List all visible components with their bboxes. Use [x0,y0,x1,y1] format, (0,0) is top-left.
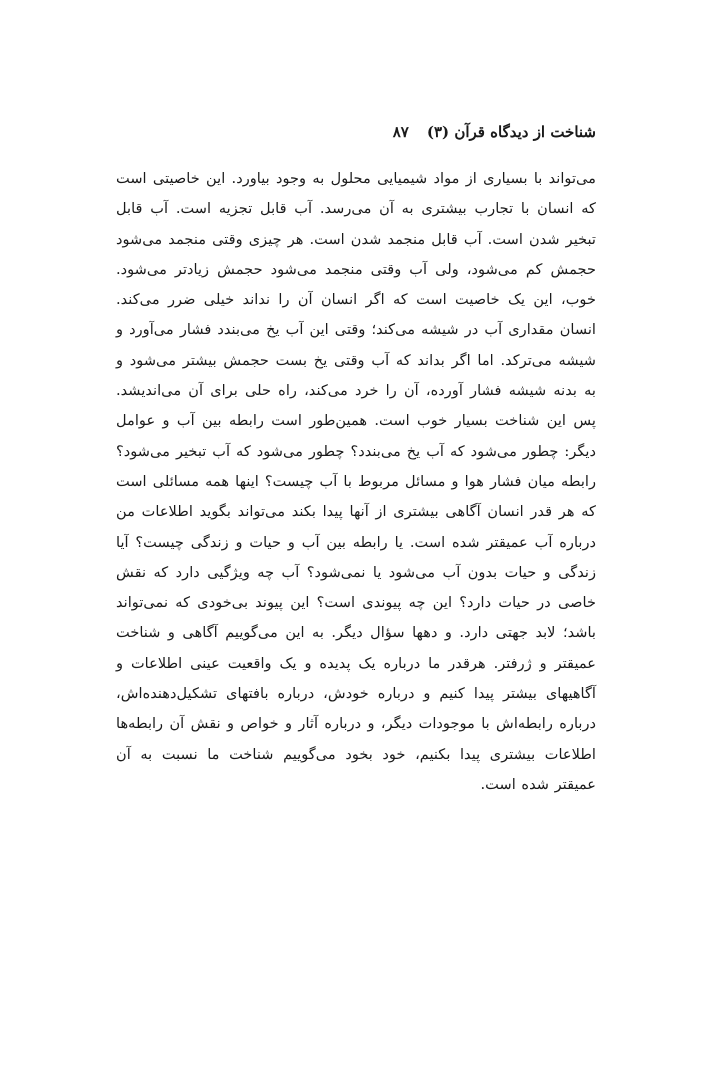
paragraph: می‌تواند با بسیاری از مواد شیمیایی محلول به وجود بیاورد. این خاصیتی است که انسان با تجارب بیشتری به آن می‌رسد. آب قابل تجزیه است. آب قابل تبخیر شدن است. آب قابل منجمد شدن است. هر چیزی وقتی منجمد می‌شود حجمش کم می‌شود، ولی آب وقتی منجمد می‌شود حجمش زیادتر می‌شود. خوب، این یک خاصیت است که اگر انسان آن را نداند خیلی ضرر می‌کند. انسان مقداری آب در شیشه می‌کند؛ وقتی این آب یخ می‌بندد فشار می‌آورد و شیشه می‌ترکد. اما اگر بداند که آب وقتی یخ بست حجمش بیشتر می‌شود و به بدنه شیشه فشار آورده، آن را خرد می‌کند، راه حلی برای آن می‌اندیشد. پس این شناخت بسیار خوب است. همین‌طور است رابطه بین آب و عوامل دیگر: چطور می‌شود که آب یخ می‌بندد؟ چطور می‌شود که آب تبخیر می‌شود؟ رابطه میان فشار هوا و مسائل مربوط با آب چیست؟ اینها همه مسائلی است که هر قدر انسان آگاهی بیشتری از آنها پیدا بکند می‌تواند بگوید اطلاعات من درباره آب عمیقتر شده است. یا رابطه بین آب و حیات و زندگی چیست؟ آیا زندگی و حیات بدون آب می‌شود یا نمی‌شود؟ آب چه ویژگیی دارد که نقش خاصی در حیات دارد؟ این چه پیوندی است؟ این پیوند بی‌خودی که نمی‌تواند باشد؛ لابد جهتی دارد. و دهها سؤال دیگر. به این می‌گوییم آگاهی و شناخت عمیقتر و ژرفتر. هرقدر ما درباره یک پدیده و یک واقعیت عینی اطلاعات و آگاهیهای بیشتر پیدا کنیم و درباره خودش، درباره بافتهای تشکیل‌دهنده‌اش، درباره رابطه‌اش با موجودات دیگر، و درباره آثار و خواص و نقش آن رابطه‌ها اطلاعات بیشتری پیدا بکنیم، خود بخود می‌گوییم شناخت ما نسبت به آن عمیقتر شده است. [116,170,596,793]
page-number: ۸۷ [392,123,409,141]
running-title: شناخت از دیدگاه قرآن (۳) [426,123,596,141]
running-head [118,119,596,145]
body-text [116,164,596,800]
